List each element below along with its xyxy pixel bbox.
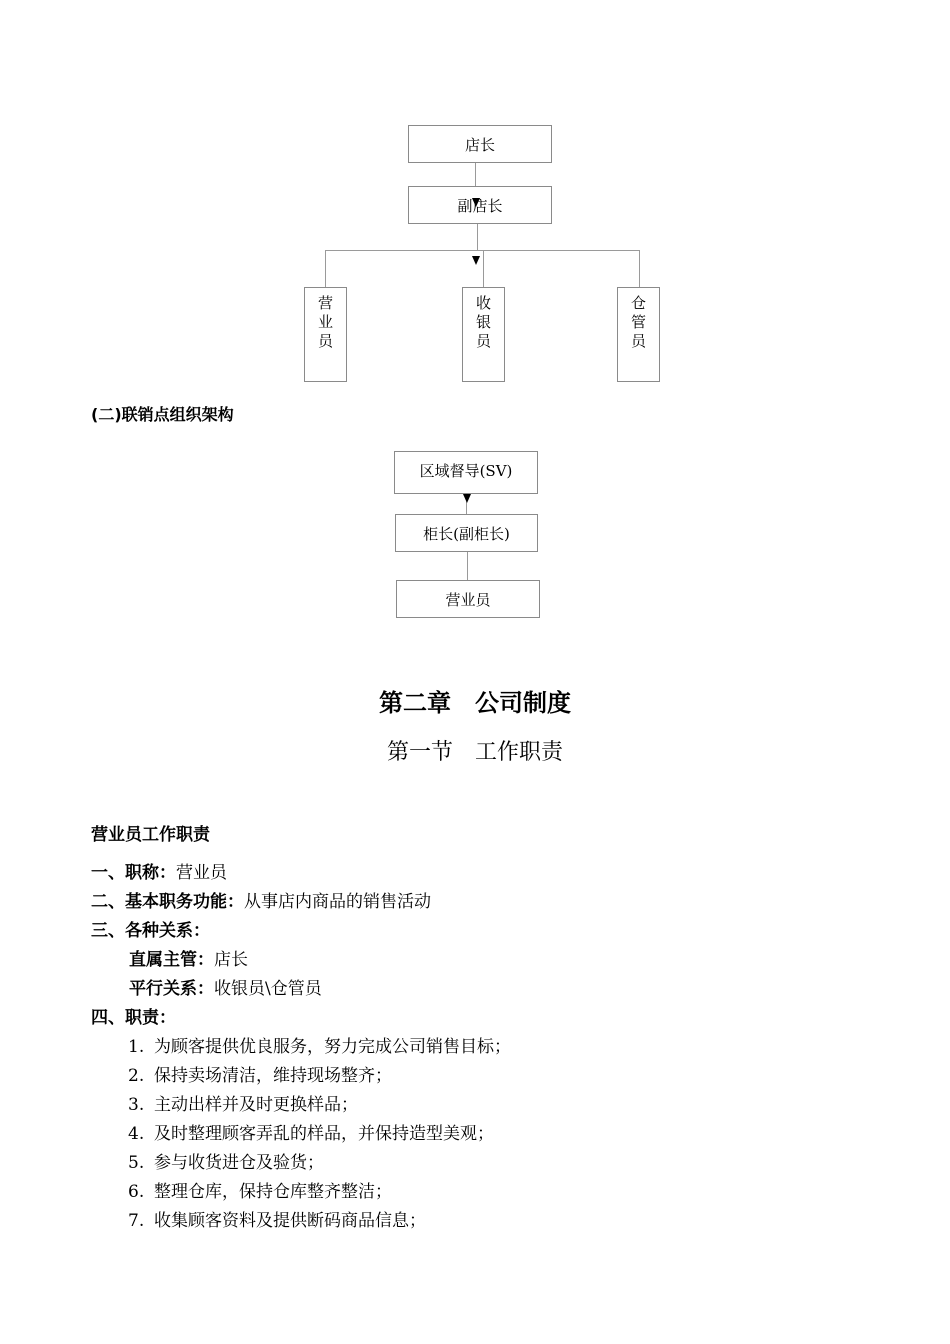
field-label: 直属主管：: [129, 950, 214, 970]
connector-lower: [467, 551, 468, 581]
arrow-down-icon: [472, 256, 480, 265]
item-text: 整理仓库，保持仓库整齐整洁；: [154, 1182, 392, 1202]
box-area-supervisor: [394, 451, 538, 494]
staff-label: 收银员: [475, 294, 491, 350]
box-salesperson: [396, 580, 540, 618]
connector-top: [475, 162, 476, 187]
field-label: 三、各种关系：: [91, 921, 210, 941]
duty-heading: [91, 825, 210, 845]
box-label: 营业员: [445, 590, 491, 609]
item-number: 5.: [128, 1153, 145, 1173]
duty-row-function: [91, 892, 431, 912]
field-value: 收银员\仓管员: [214, 979, 322, 999]
box-label: 副店长: [457, 196, 503, 215]
item-text: 收集顾客资料及提供断码商品信息；: [154, 1211, 426, 1231]
box-deputy-manager: [408, 186, 552, 224]
box-label: 柜长(副柜长): [423, 524, 510, 543]
list-item: [128, 1037, 511, 1057]
item-number: 3.: [128, 1095, 145, 1115]
box-cashier: [462, 287, 505, 382]
item-text: 保持卖场清洁，维持现场整齐；: [154, 1066, 392, 1086]
list-item: [128, 1095, 358, 1115]
box-warehouse-keeper: [617, 287, 660, 382]
item-text: 为顾客提供优良服务，努力完成公司销售目标；: [154, 1037, 511, 1057]
connector-left: [325, 250, 326, 288]
connector-right: [639, 250, 640, 288]
staff-label: 仓管员: [630, 294, 646, 350]
field-label: 一、职称：: [91, 863, 176, 883]
box-salesperson: [304, 287, 347, 382]
duty-row-peer: [129, 979, 322, 999]
item-text: 参与收货进仓及验货；: [154, 1153, 324, 1173]
list-item: [128, 1066, 392, 1086]
field-value: 从事店内商品的销售活动: [244, 892, 431, 912]
field-value: 营业员: [176, 863, 227, 883]
list-item: [128, 1211, 426, 1231]
field-label: 二、基本职务功能：: [91, 892, 244, 912]
duty-row-relations: [91, 921, 210, 941]
item-number: 4.: [128, 1124, 145, 1144]
section-heading: (二)联销点组织架构: [91, 405, 234, 424]
box-counter-head: [395, 514, 538, 552]
list-item: [128, 1182, 392, 1202]
field-label: 平行关系：: [129, 979, 214, 999]
field-label: 四、职责：: [91, 1008, 176, 1028]
connector-middle: [477, 223, 478, 251]
section-title: 第一节 工作职责: [386, 740, 563, 765]
duty-heading-text: 营业员工作职责: [91, 825, 210, 845]
item-number: 1.: [128, 1037, 145, 1057]
box-store-manager: [408, 125, 552, 163]
item-number: 2.: [128, 1066, 145, 1086]
arrow-down-icon: [463, 494, 471, 503]
box-label: 店长: [464, 135, 495, 154]
item-number: 6.: [128, 1182, 145, 1202]
list-item: [128, 1124, 494, 1144]
chapter-title: 第二章 公司制度: [379, 689, 571, 717]
list-item: [128, 1153, 324, 1173]
item-text: 主动出样并及时更换样品；: [154, 1095, 358, 1115]
duty-row-responsibilities: [91, 1008, 176, 1028]
box-label: 区域督导(SV): [419, 462, 513, 480]
staff-label: 营业员: [317, 294, 333, 350]
connector-center: [483, 250, 484, 288]
arrow-down-icon: [472, 198, 480, 207]
item-text: 及时整理顾客弄乱的样品，并保持造型美观；: [154, 1124, 494, 1144]
duty-row-supervisor: [129, 950, 248, 970]
item-number: 7.: [128, 1211, 145, 1231]
duty-row-title: [91, 863, 227, 883]
field-value: 店长: [214, 950, 248, 970]
